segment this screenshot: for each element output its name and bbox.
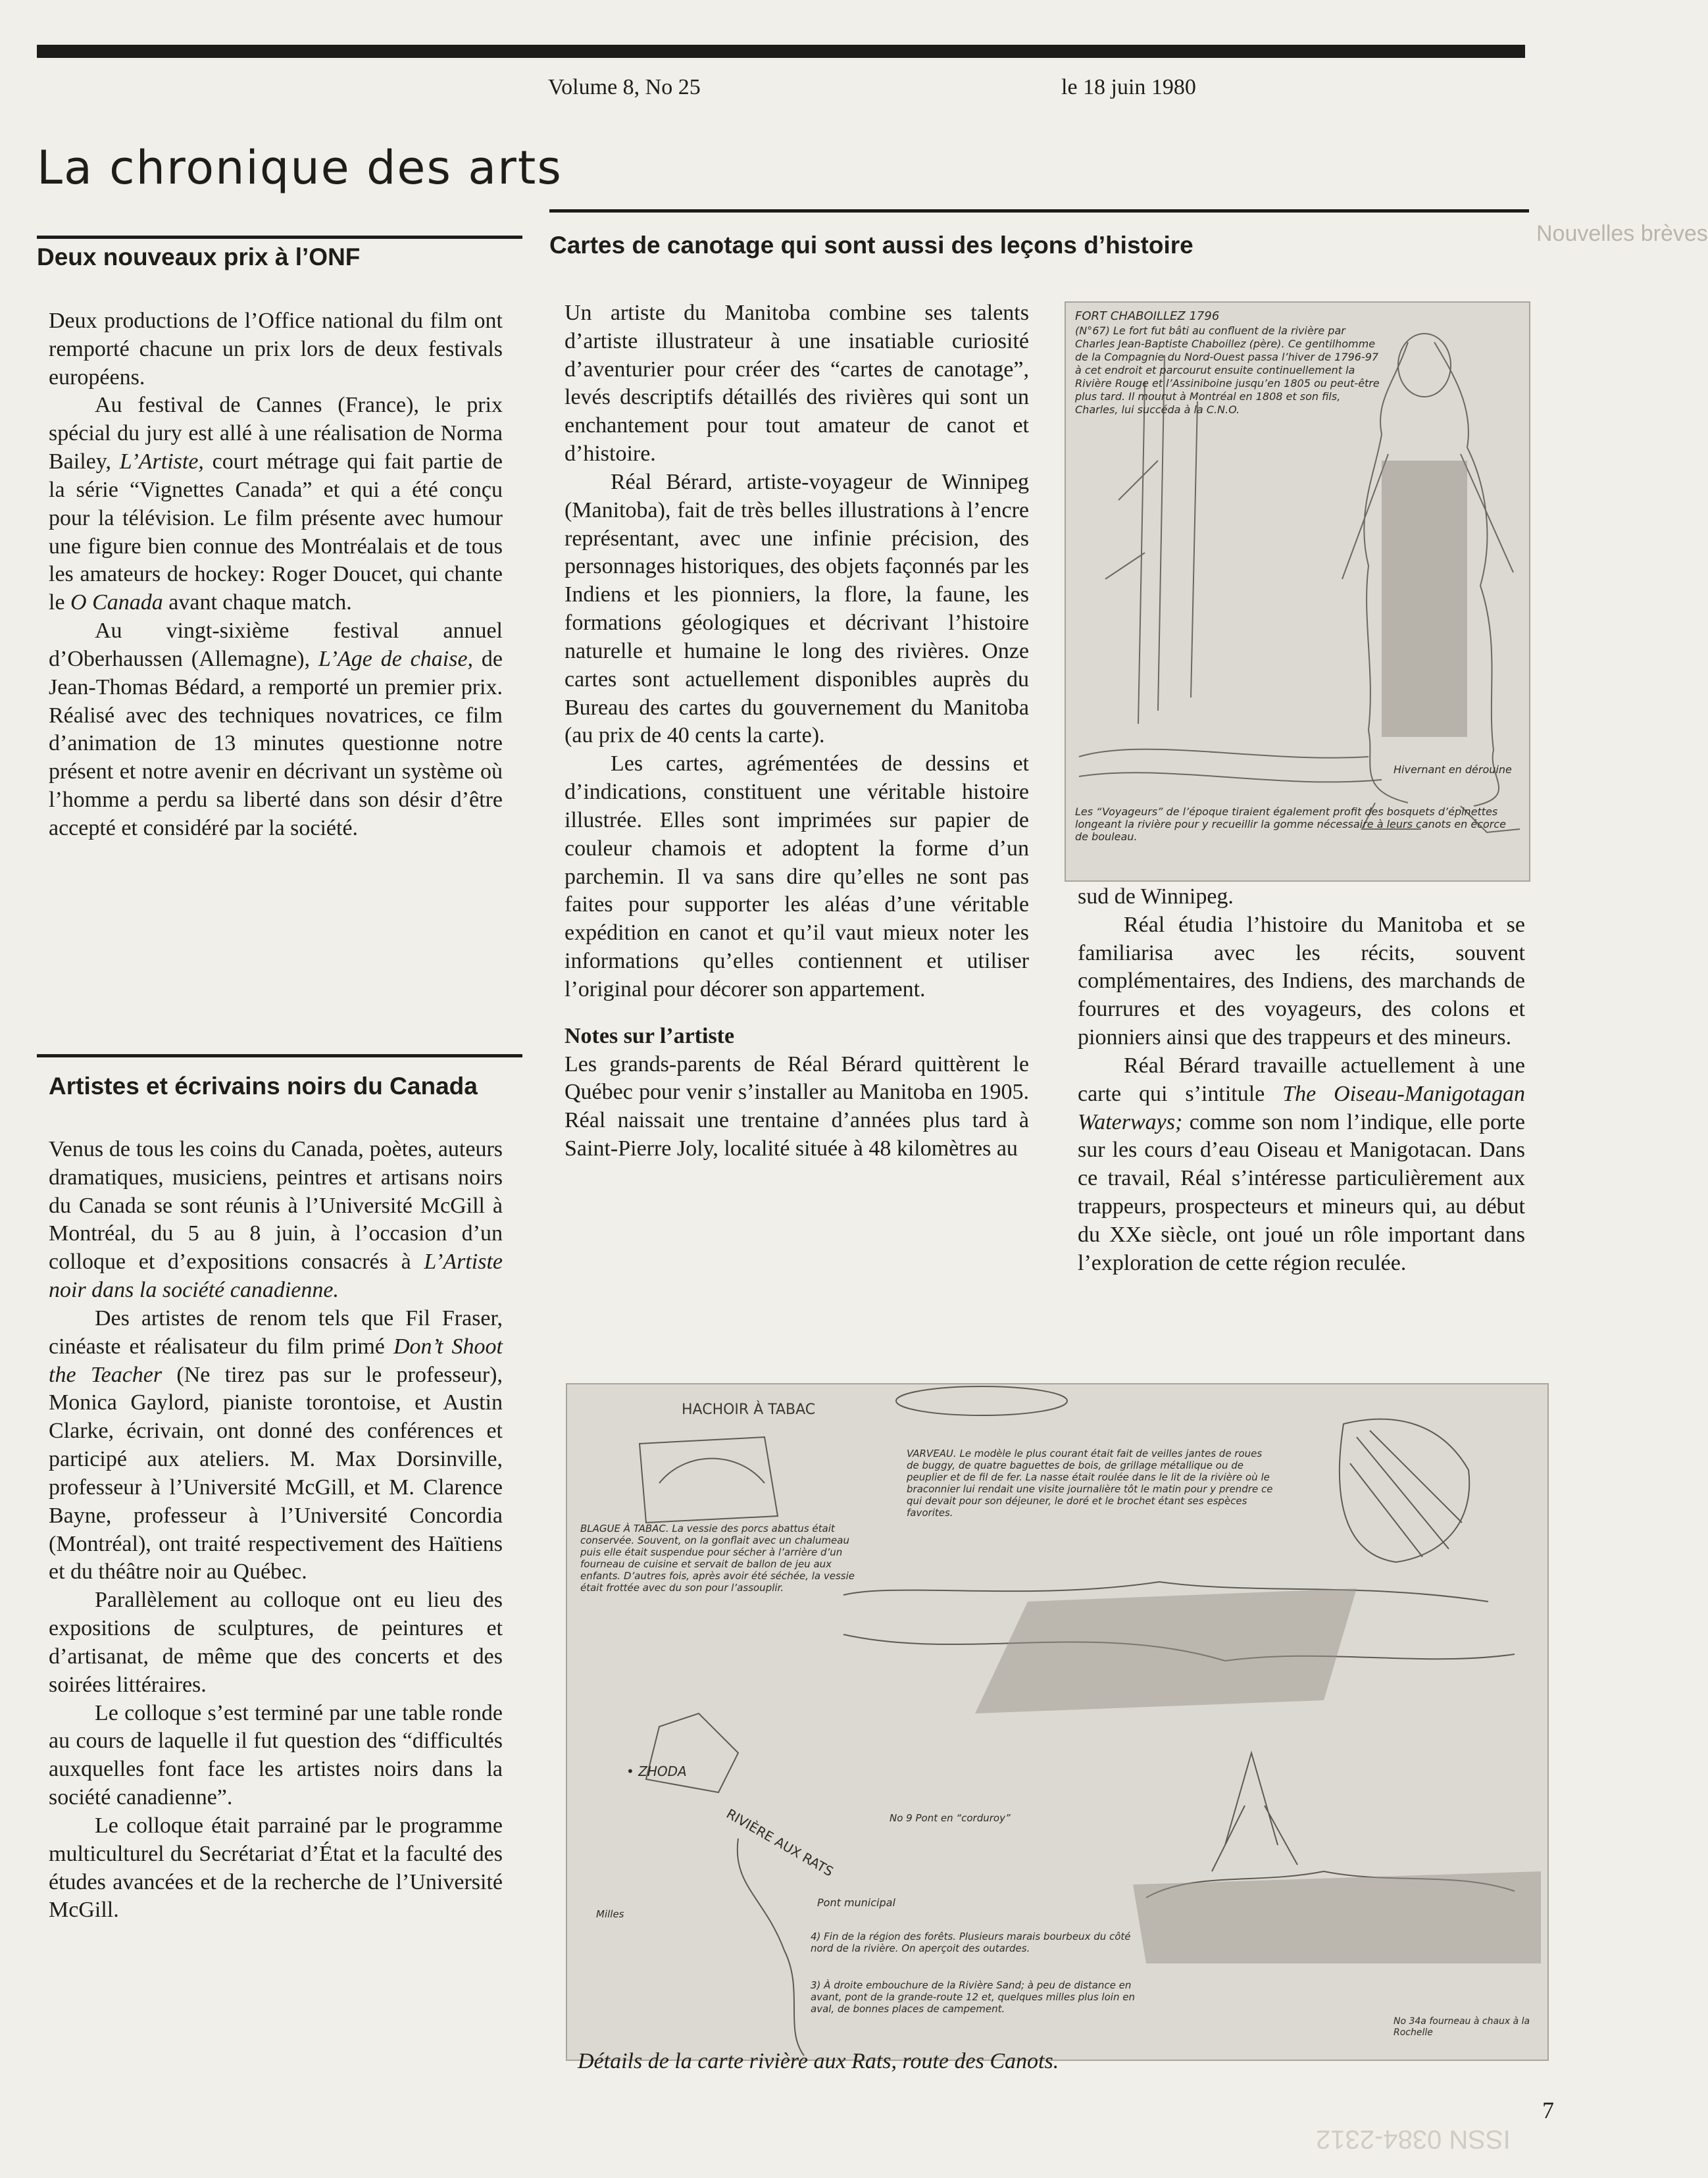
article-rule	[37, 236, 522, 239]
article-title: Artistes et écrivains noirs du Canada	[49, 1073, 478, 1100]
paragraph: Des artistes de renom tels que Fil Fraser, cinéaste et réalisateur du film primé Don’t Shoot the Teacher (Ne tirez pas sur le professeur), Monica Gaylord, pianiste torontoise, et Austin Clarke, écrivain, ont donné des conférences et participé aux ateliers. M. Max Dorsinville, professeur à l’Université McGill, et M. Clarence Bayne, professeur à l’Université Concordia (Montréal), ont traité respectivement des Haïtiens et du théâtre noir au Québec.	[49, 1305, 503, 1584]
map-label: HACHOIR À TABAC	[682, 1402, 816, 1418]
map-annotation: Pont municipal	[817, 1896, 895, 1909]
header-rule	[37, 45, 1525, 58]
map-annotation: BLAGUE À TABAC. La vessie des porcs abattus était conservée. Souvent, on la gonflait avec un chalumeau puis elle était suspendue pour sécher à l’arrière d’un fourneau de cuisine et servait de ballon de jeu aux enfants. D’autres fois, après avoir été séchée, la vessie était frottée avec du son pour l’assouplir.	[580, 1523, 855, 1594]
article-body	[49, 307, 503, 843]
paragraph: Au festival de Cannes (France), le prix spécial du jury est allé à une réalisation de Norma Bailey, L’Artiste, court métrage qui fait partie de la série “Vignettes Canada” et qui a été conçu pour la télévision. Le film présente avec humour une figure bien connue des Montréalais et de tous les amateurs de hockey: Roger Doucet, qui chante le O Canada avant chaque match.	[49, 393, 503, 615]
map-scale-label: Milles	[596, 1908, 624, 1920]
article-body-right	[1078, 883, 1525, 1278]
illustration-caption-text: FORT CHABOILLEZ 1796 (N°67) Le fort fut bâti au confluent de la rivière par Charles Jean-Baptiste Chaboillez (père). Ce gentilhomme de la Compagnie du Nord-Ouest passa l’hiver de 1796-97 à cet endroit et parcourut ensuite continuellement la Rivière Rouge et l’Assiniboine jusqu’en 1805 ou peut-être plus tard. Il mourut à Montréal en 1808 et son fils, Charles, lui succéda à la C.N.O.	[1075, 309, 1380, 416]
article-rule	[549, 209, 1529, 213]
paragraph: Un artiste du Manitoba combine ses talents d’artiste illustrateur à une insatiable curiosité d’aventurier pour créer des “cartes de canotage”, levés descriptifs détaillés des rivières qui sont un enchantement pour tout amateur de canot et d’histoire.	[565, 301, 1029, 467]
issue-date: le 18 juin 1980	[1061, 75, 1196, 99]
paragraph: Les cartes, agrémentées de dessins et d’indications, constituent une véritable histoire illustrée. Elles sont imprimées sur papier de couleur chamois et adoptent la forme d’un parchemin. Il va sans dire qu’elles ne sont pas faites pour supporter les aléas d’une véritable expédition en canot et qu’il vaut mieux noter les informations qu’elles contiennent et utiliser l’original pour décorer son appartement.	[565, 751, 1029, 1001]
map-caption: Détails de la carte rivière aux Rats, route des Canots.	[578, 2049, 1059, 2073]
paragraph: Réal Bérard, artiste-voyageur de Winnipeg (Manitoba), fait de très belles illustrations à l’encre représentant, avec une infinie précision, des personnages historiques, des objets façonnés par les Indiens et les pionniers, la flore, la faune, les formations géologiques et décrivant l’histoire naturelle et humaine le long des rivières. Onze cartes sont actuellement disponibles auprès du Bureau des cartes du gouvernement du Manitoba (au prix de 40 cents la carte).	[565, 469, 1029, 748]
map-illustration-riviere-aux-rats	[566, 1383, 1549, 2061]
paragraph: Le colloque était parrainé par le programme multiculturel du Secrétariat d’État et la faculté des études avancées et de la recherche de l’Université McGill.	[49, 1813, 503, 1923]
paragraph: Parallèlement au colloque ont eu lieu des expositions de sculptures, de peintures et d’artisanat, de même que des concerts et des soirées littéraires.	[49, 1588, 503, 1697]
bleed-through-text: Nouvelles brèves	[1536, 221, 1708, 246]
map-annotation: 3) À droite embouchure de la Rivière Sand; à peu de distance en avant, pont de la grande-route 12 et, quelques milles plus loin en aval, de bonnes places de campement.	[811, 1979, 1135, 2015]
volume-label: Volume 8, No 25	[548, 75, 701, 99]
paragraph: Venus de tous les coins du Canada, poètes, auteurs dramatiques, musiciens, peintres et artisans noirs du Canada se sont réunis à l’Université McGill à Montréal, du 5 au 8 juin, à l’occasion d’un colloque et d’expositions consacrés à L’Artiste noir dans la société canadienne.	[49, 1137, 503, 1303]
article-title: Cartes de canotage qui sont aussi des leçons d’histoire	[549, 232, 1193, 259]
map-place-label: • ZHODA	[626, 1763, 687, 1779]
bleed-through-issn: ISSN 0384-2312	[1316, 2125, 1511, 2154]
paragraph: Deux productions de l’Office national du film ont remporté chacune un prix lors de deux festivals européens.	[49, 309, 503, 390]
page-number: 7	[1542, 2097, 1554, 2123]
illustration-label: Hivernant en dérouine	[1394, 763, 1512, 776]
paragraph: Au vingt-sixième festival annuel d’Oberhaussen (Allemagne), L’Age de chaise, de Jean-Thomas Bédard, a remporté un premier prix. Réalisé avec des techniques novatrices, ce film d’animation de 13 minutes questionne notre présent et notre avenir en décrivant un système où l’homme a perdu sa liberté dans son désir d’être accepté et considéré par la société.	[49, 619, 503, 840]
article-title: Deux nouveaux prix à l’ONF	[37, 243, 361, 270]
masthead-title: La chronique des arts	[37, 141, 563, 195]
map-river-label: RIVIÈRE AUX RATS	[724, 1806, 836, 1880]
article-body	[49, 1136, 503, 1925]
paragraph: Les grands-parents de Réal Bérard quittèrent le Québec pour venir s’installer au Manitoba en 1905. Réal naissait une trentaine d’années plus tard à Saint-Pierre Joly, localité située à 48 kilomètres au	[565, 1051, 1029, 1161]
map-annotation: No 34a fourneau à chaux à la Rochelle	[1394, 2016, 1530, 2038]
paragraph: Réal Bérard travaille actuellement à une carte qui s’intitule The Oiseau-Manigotagan Waterways; comme son nom l’indique, elle porte sur les cours d’eau Oiseau et Manigotacan. Dans ce travail, Réal s’intéresse particulièrement aux trappeurs, prospecteurs et mineurs qui, au début du XXe siècle, ont joué un rôle important dans l’exploration de cette région reculée.	[1078, 1053, 1525, 1275]
paragraph: Réal étudia l’histoire du Manitoba et se familiarisa avec les récits, souvent complémentaires, des Indiens, des marchands de fourrures et des voyageurs, des colons et pionniers ainsi que des trappeurs et des mineurs.	[1078, 912, 1525, 1050]
map-annotation: VARVEAU. Le modèle le plus courant était fait de veilles jantes de roues de buggy, de quatre baguettes de bois, de grillage métallique ou de peuplier et de fil de fer. La nasse était roulée dans le lit de la rivière où le braconnier lui rendait une visite journalière tôt le matin pour y prendre ce qui devait pour son déjeuner, le doré et le brochet étant ses espèces favorites.	[907, 1448, 1273, 1519]
article-body-left	[565, 299, 1029, 1163]
map-annotation: No 9 Pont en “corduroy”	[890, 1812, 1011, 1824]
illustration-fort-chaboillez	[1065, 301, 1530, 882]
article-rule	[37, 1054, 522, 1057]
section-subhead: Notes sur l’artiste	[565, 1023, 735, 1048]
paragraph: Le colloque s’est terminé par une table ronde au cours de laquelle il fut question des “difficultés auxquelles font face les artistes noirs dans la société canadienne”.	[49, 1700, 503, 1810]
paragraph: sud de Winnipeg.	[1078, 884, 1234, 909]
illustration-footnote: Les “Voyageurs” de l’époque tiraient également profit des bosquets d’épinettes longeant la rivière pour y recueillir la gomme nécessaire à leurs canots en écorce de bouleau.	[1075, 805, 1506, 844]
map-annotation: 4) Fin de la région des forêts. Plusieurs marais bourbeux du côté nord de la rivière. On aperçoit des outardes.	[811, 1931, 1131, 1954]
